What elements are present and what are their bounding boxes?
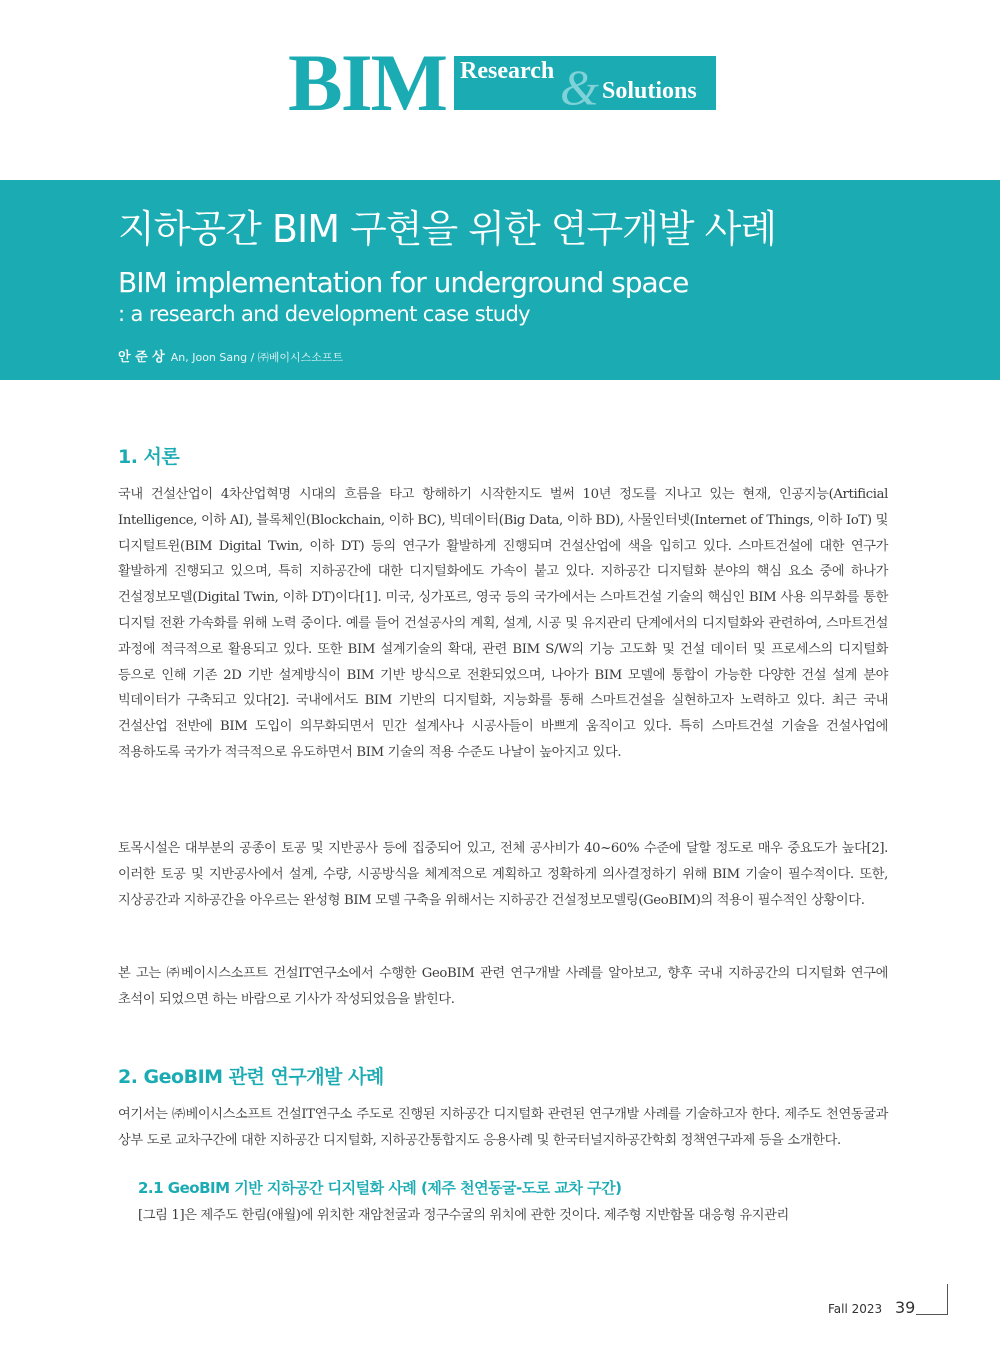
section-1-paragraph-1: 국내 건설산업이 4차산업혁명 시대의 흐름을 타고 항해하기 시작한지도 벌써 10년 정도를 지나고 있는 현재, 인공지능(Artificial Intelligence, 이하 AI), 블록체인(Blockchain, 이하 BC), 빅데이터(Big Data, 이하 BD), 사물인터넷(Internet of Things, 이하 IoT) 및 디지털트윈(BIM Digital Twin, 이하 DT) 등의 연구가 활발하게 진행되며 건설산업에 색을 입히고 있다. 스마트건설에 대한 연구가 활발하게 진행되고 있으며, 특히 지하공간에 대한 디지털화에도 가속이 붙고 있다. 지하공간 디지털화 분야의 핵심 요소 중에 하나가 건설정보모델(Digital Twin, 이하 DT)이다[1]. 미국, 싱가포르, 영국 등의 국가에서는 스마트건설 기술의 핵심인 BIM 사용 의무화를 통한 디지털 전환 가속화를 위해 노력 중이다. 예를 들어 건설공사의 계획, 설계, 시공 및 유지관리 단계에서의 디지털화와 관련하여, 스마트건설 과정에 적극적으로 활용되고 있다. 또한 BIM 설계기술의 확대, 관련 BIM S/W의 기능 고도화 및 건설 데이터 및 프로세스의 디지털화 등으로 인해 기존 2D 기반 설계방식이 BIM 기반 방식으로 전환되었으며, 나아가 BIM 모델에 통합이 가능한 다양한 건설 설계 분야 빅데이터가 구축되고 있다[2]. 국내에서도 BIM 기반의 디지털화, 지능화를 통해 스마트건설을 실현하고자 노력하고 있다. 최근 국내 건설산업 전반에 BIM 도입이 의무화되면서 민간 설계사나 시공사들이 바쁘게 움직이고 있다. 특히 스마트건설 기술을 건설사업에 적용하도록 국가가 적극적으로 유도하면서 BIM 기술의 적용 수준도 나날이 높아지고 있다.	[118, 487, 888, 760]
title-band	[0, 180, 1000, 380]
ampersand: &	[560, 59, 599, 115]
section-1-paragraph-3: 본 고는 ㈜베이시스소프트 건설IT연구소에서 수행한 GeoBIM 관련 연구개발 사례를 알아보고, 향후 국내 지하공간의 디지털화 연구에 초석이 되었으면 하는 바람으로 기사가 작성되었음을 밝힌다.	[118, 966, 888, 1007]
research-solutions-box	[454, 56, 716, 115]
author-name: 안 준 상	[118, 350, 165, 365]
page-number: 39	[895, 1298, 916, 1317]
subsection-2-1-heading: 2.1 GeoBIM 기반 지하공간 디지털화 사례 (제주 천연동굴-도로 교차 구간)	[138, 1179, 622, 1197]
subsection-2-1-paragraph-1: [그림 1]은 제주도 한림(애월)에 위치한 재암천굴과 정구수굴의 위치에 관한 것이다. 제주형 지반함몰 대응형 유지관리	[138, 1208, 789, 1223]
footer-rule-horizontal	[916, 1314, 948, 1315]
research-word: Research	[460, 58, 555, 84]
section-2-paragraph-1: 여기서는 ㈜베이시스소프트 건설IT연구소 주도로 진행된 지하공간 디지털화 관련된 연구개발 사례를 기술하고자 한다. 제주도 천연동굴과 상부 도로 교차구간에 대한 지하공간 디지털화, 지하공간통합지도 응용사례 및 한국터널지하공간학회 정책연구과제 등을 소개한다.	[118, 1107, 888, 1148]
issue-label: Fall 2023	[828, 1302, 883, 1316]
footer-rule-vertical	[947, 1284, 948, 1315]
section-2-heading: 2. GeoBIM 관련 연구개발 사례	[118, 1066, 384, 1088]
article-title-english-line2: : a research and development case study	[118, 302, 531, 326]
section-1-paragraph-2: 토목시설은 대부분의 공종이 토공 및 지반공사 등에 집중되어 있고, 전체 공사비가 40~60% 수준에 달할 정도로 매우 중요도가 높다[2]. 이러한 토공 및 지반공사에서 설계, 수량, 시공방식을 체계적으로 계획하고 정확하게 의사결정하기 위해 BIM 기술이 필수적이다. 또한, 지상공간과 지하공간을 아우르는 완성형 BIM 모델 구축을 위해서는 지하공간 건설정보모델링(GeoBIM)의 적용이 필수적인 상황이다.	[118, 841, 888, 908]
author-affiliation: An, Joon Sang / ㈜베이시스소프트	[170, 351, 344, 364]
bim-logo-word: BIM	[288, 37, 446, 128]
article-title-english-line1: BIM implementation for underground space	[118, 266, 689, 299]
solutions-word: Solutions	[602, 78, 697, 104]
section-1-heading: 1. 서론	[118, 446, 180, 468]
author-line	[118, 346, 343, 365]
article-title-korean: 지하공간 BIM 구현을 위한 연구개발 사례	[118, 207, 777, 251]
